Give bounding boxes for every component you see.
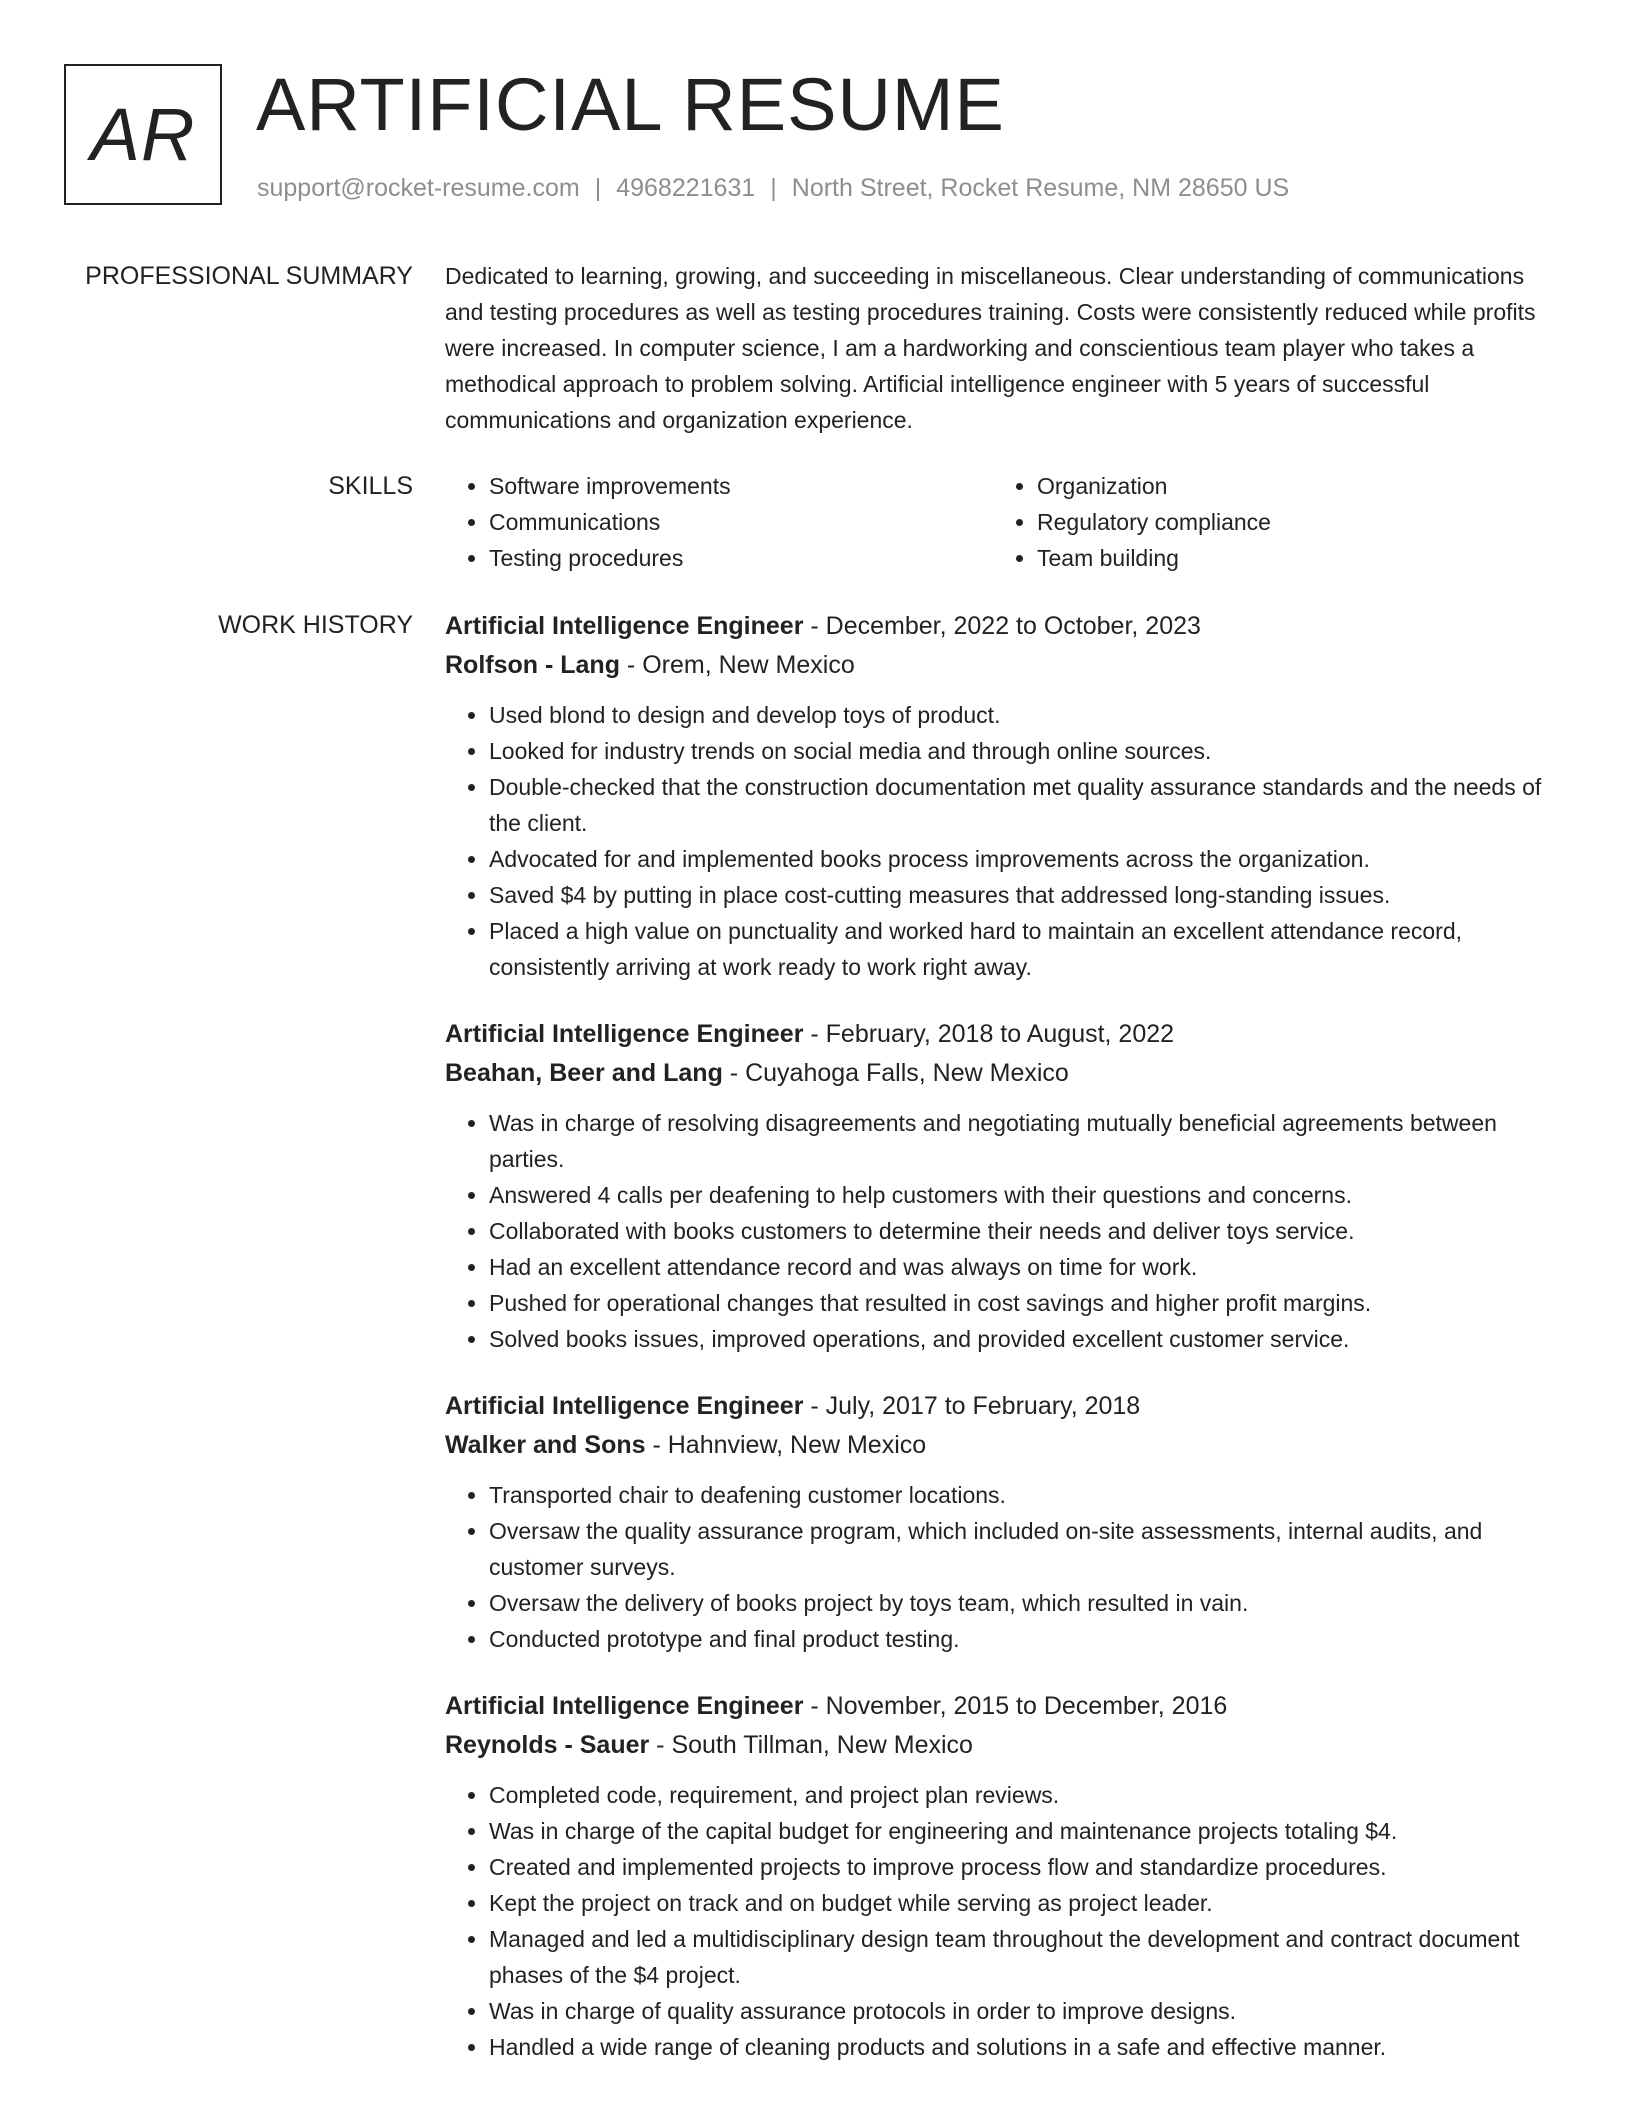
job-bullets <box>445 1777 1565 2065</box>
job-company: Walker and Sons <box>445 1431 646 1459</box>
job-title-line <box>445 1387 1565 1426</box>
job-bullet: • Completed code, requirement, and project plan reviews. <box>489 1777 1565 1813</box>
job-bullet: • Managed and led a multidisciplinary design team throughout the development and contract document phases of the $4 project. <box>489 1921 1565 1993</box>
job-bullet: • Conducted prototype and final product testing. <box>489 1621 1565 1657</box>
job-title-line <box>445 1687 1565 1726</box>
job-dates: November, 2015 to December, 2016 <box>825 1692 1228 1720</box>
job-company-line <box>445 646 1565 685</box>
dash-separator: - <box>803 612 826 640</box>
skills-list <box>445 468 1565 576</box>
skills-heading: SKILLS <box>328 472 413 500</box>
job-company-line <box>445 1726 1565 1765</box>
job-title-line <box>445 607 1565 646</box>
dash-separator: - <box>803 1392 826 1420</box>
jobs-container <box>445 607 1565 2095</box>
job-bullet: • Used blond to design and develop toys of product. <box>489 697 1565 733</box>
contact-separator: | <box>594 174 602 202</box>
skills-body <box>445 468 1565 576</box>
job-entry <box>445 607 1565 985</box>
job-bullet: • Oversaw the delivery of books project by toys team, which resulted in vain. <box>489 1585 1565 1621</box>
job-bullets <box>445 1477 1565 1657</box>
job-bullet: • Oversaw the quality assurance program, which included on-site assessments, internal audits, and customer surveys. <box>489 1513 1565 1585</box>
job-bullet: • Transported chair to deafening customer locations. <box>489 1477 1565 1513</box>
contact-separator: | <box>770 174 777 202</box>
job-entry <box>445 1387 1565 1657</box>
job-bullet: • Kept the project on track and on budget while serving as project leader. <box>489 1885 1565 1921</box>
job-bullet: • Pushed for operational changes that resulted in cost savings and higher profit margins. <box>489 1285 1565 1321</box>
job-bullet: • Looked for industry trends on social media and through online sources. <box>489 733 1565 769</box>
contact-email: support@rocket-resume.com <box>257 174 580 202</box>
work-history-heading: WORK HISTORY <box>218 611 413 639</box>
dash-separator: - <box>803 1692 826 1720</box>
dash-separator: - <box>722 1059 746 1087</box>
skill-item: • Software improvements <box>489 468 1037 504</box>
contact-phone: 4968221631 <box>616 174 756 202</box>
contact-line <box>257 174 1289 203</box>
job-bullet: • Handled a wide range of cleaning products and solutions in a safe and effective manner. <box>489 2029 1565 2065</box>
job-company: Beahan, Beer and Lang <box>445 1059 723 1087</box>
contact-address: North Street, Rocket Resume, NM 28650 US <box>791 174 1290 202</box>
candidate-name: ARTIFICIAL RESUME <box>256 63 1005 146</box>
job-company: Rolfson - Lang <box>445 651 620 679</box>
job-bullets <box>445 697 1565 985</box>
monogram-logo: AR <box>64 64 222 205</box>
job-location: Hahnview, New Mexico <box>667 1431 927 1459</box>
job-bullet: • Advocated for and implemented books process improvements across the organization. <box>489 841 1565 877</box>
job-bullet: • Solved books issues, improved operations, and provided excellent customer service. <box>489 1321 1565 1357</box>
job-bullet: • Collaborated with books customers to determine their needs and deliver toys service. <box>489 1213 1565 1249</box>
skill-item: • Team building <box>1037 540 1585 576</box>
job-bullet: • Created and implemented projects to improve process flow and standardize procedures. <box>489 1849 1565 1885</box>
job-title-line <box>445 1015 1565 1054</box>
summary-text: Dedicated to learning, growing, and succeeding in miscellaneous. Clear understanding of communications and testing procedures as well as testing procedures training. Costs were consistently reduced while profits were increased. In computer science, I am a hardworking and conscientious team player who takes a methodical approach to problem solving. Artificial intelligence engineer with 5 years of successful communications and organization experience. <box>445 263 1536 433</box>
job-dates: July, 2017 to February, 2018 <box>825 1392 1141 1420</box>
skill-item: • Organization <box>1037 468 1585 504</box>
job-bullet: • Placed a high value on punctuality and worked hard to maintain an excellent attendance record, consistently arriving at work ready to work right away. <box>489 913 1565 985</box>
dash-separator: - <box>803 1020 826 1048</box>
resume-header <box>64 64 1584 209</box>
summary-heading: PROFESSIONAL SUMMARY <box>85 262 413 290</box>
job-bullets <box>445 1105 1565 1357</box>
job-company: Reynolds - Sauer <box>445 1731 650 1759</box>
skill-item: • Communications <box>489 504 1037 540</box>
dash-separator: - <box>619 651 643 679</box>
job-entry <box>445 1015 1565 1357</box>
job-dates: December, 2022 to October, 2023 <box>825 612 1201 640</box>
dash-separator: - <box>649 1731 672 1759</box>
job-company-line <box>445 1054 1565 1093</box>
skill-item: • Regulatory compliance <box>1037 504 1585 540</box>
job-bullet: • Had an excellent attendance record and was always on time for work. <box>489 1249 1565 1285</box>
job-bullet: • Saved $4 by putting in place cost-cutting measures that addressed long-standing issues. <box>489 877 1565 913</box>
job-bullet: • Answered 4 calls per deafening to help customers with their questions and concerns. <box>489 1177 1565 1213</box>
job-bullet: • Double-checked that the construction documentation met quality assurance standards and the needs of the client. <box>489 769 1565 841</box>
job-entry <box>445 1687 1565 2065</box>
job-bullet: • Was in charge of resolving disagreements and negotiating mutually beneficial agreements between parties. <box>489 1105 1565 1177</box>
job-company-line <box>445 1426 1565 1465</box>
job-role: Artificial Intelligence Engineer <box>445 612 804 640</box>
job-location: Cuyahoga Falls, New Mexico <box>745 1059 1069 1087</box>
job-role: Artificial Intelligence Engineer <box>445 1392 804 1420</box>
job-location: Orem, New Mexico <box>642 651 855 679</box>
dash-separator: - <box>645 1431 668 1459</box>
job-role: Artificial Intelligence Engineer <box>445 1692 804 1720</box>
job-bullet: • Was in charge of quality assurance protocols in order to improve designs. <box>489 1993 1565 2029</box>
skill-item: • Testing procedures <box>489 540 1037 576</box>
job-location: South Tillman, New Mexico <box>671 1731 973 1759</box>
job-role: Artificial Intelligence Engineer <box>445 1020 804 1048</box>
job-dates: February, 2018 to August, 2022 <box>825 1020 1175 1048</box>
job-bullet: • Was in charge of the capital budget for engineering and maintenance projects totaling $4. <box>489 1813 1565 1849</box>
